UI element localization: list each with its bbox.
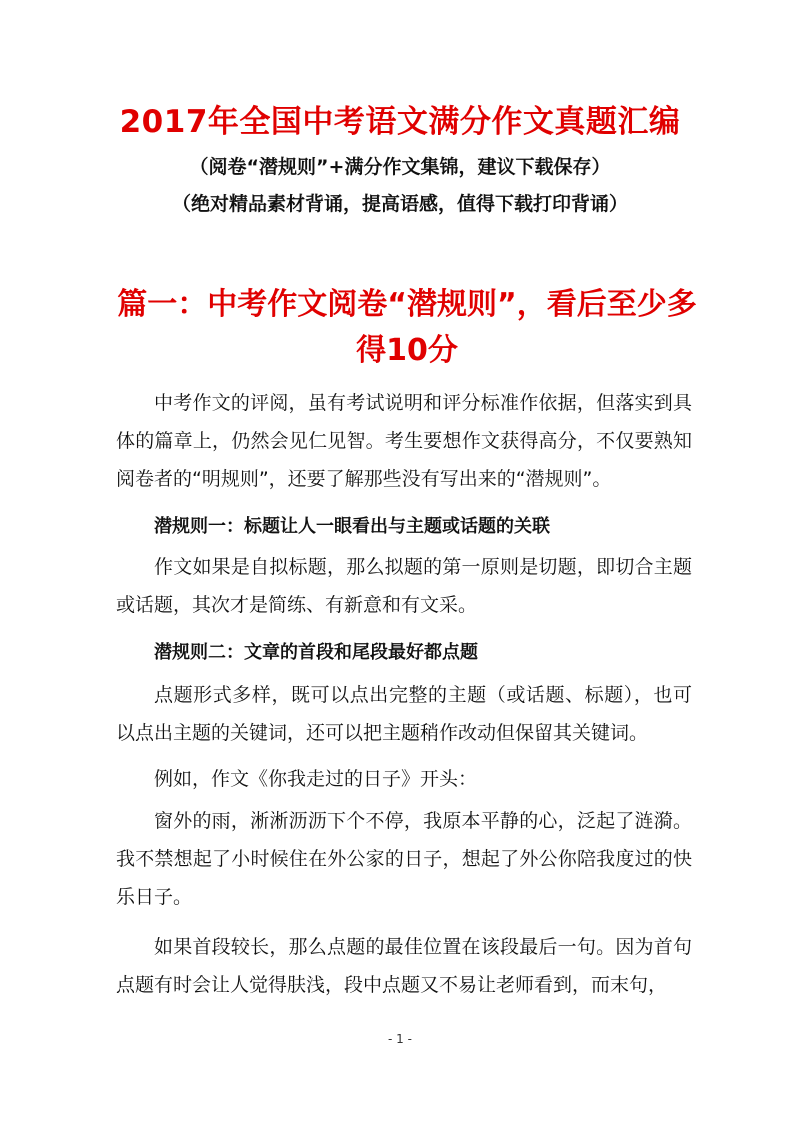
paragraph-title-rule: 作文如果是自拟标题，那么拟题的第一原则是切题，即切合主题或话题，其次才是简练、有新意和有文采。 [116, 556, 692, 616]
document-subtitle-1: （阅卷“潜规则”+满分作文集锦，建议下载保存） [189, 156, 611, 178]
section-heading: 篇一：中考作文阅卷“潜规则”，看后至少多得10分 [117, 287, 697, 368]
rule-heading-1: 潜规则一：标题让人一眼看出与主题或话题的关联 [154, 516, 550, 537]
document-title: 2017年全国中考语文满分作文真题汇编 [119, 104, 681, 140]
paragraph-point-forms: 点题形式多样，既可以点出完整的主题（或话题、标题），也可以点出主题的关键词，还可以把主题稍作改动但保留其关键词。 [116, 684, 692, 744]
page-number: - 1 - [388, 1032, 412, 1046]
rule-heading-2: 潜规则二：文章的首段和尾段最好都点题 [154, 642, 478, 663]
document-subtitle-2: （绝对精品素材背诵，提高语感，值得下载打印背诵） [171, 193, 628, 215]
paragraph-example-quote: 窗外的雨，淅淅沥沥下个不停，我原本平静的心，泛起了涟漪。我不禁想起了小时候住在外公家的日子，想起了外公你陪我度过的快乐日子。 [116, 810, 692, 908]
paragraph-intro: 中考作文的评阅，虽有考试说明和评分标准作依据，但落实到具体的篇章上，仍然会见仁见智。考生要想作文获得高分，不仅要熟知阅卷者的“明规则”，还要了解那些没有写出来的“潜规则”。 [116, 392, 692, 490]
paragraph-example-intro: 例如，作文《你我走过的日子》开头： [154, 768, 478, 790]
paragraph-first-section: 如果首段较长，那么点题的最佳位置在该段最后一句。因为首句点题有时会让人觉得肤浅，段中点题又不易让老师看到，而末句， [116, 936, 692, 996]
